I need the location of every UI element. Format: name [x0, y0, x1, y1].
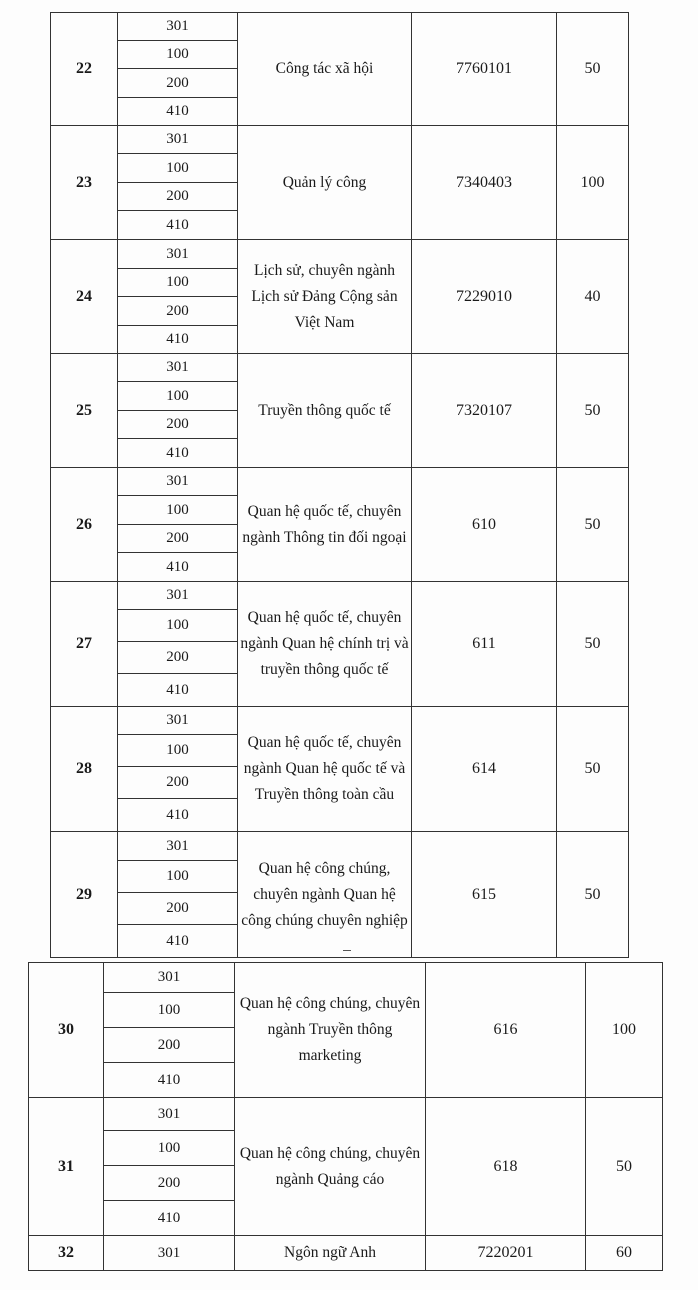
quota: 50: [557, 582, 629, 707]
combination-code: 301: [118, 240, 238, 269]
quota: 50: [557, 354, 629, 468]
combination-code: 100: [118, 41, 238, 69]
table-row: [51, 354, 629, 382]
major-code: 7340403: [412, 126, 557, 240]
row-number: 23: [51, 126, 118, 240]
combination-code: 200: [118, 411, 238, 439]
combination-code: 301: [118, 354, 238, 382]
combination-code: 200: [118, 183, 238, 211]
quota: 50: [557, 13, 629, 126]
combination-code: 301: [118, 468, 238, 496]
row-number: 25: [51, 354, 118, 468]
table-row: [51, 582, 629, 610]
combination-code: 301: [118, 832, 238, 861]
quota: 50: [586, 1098, 663, 1236]
combination-code: 100: [118, 735, 238, 767]
combination-code: 200: [104, 1166, 235, 1201]
combination-code: 200: [118, 525, 238, 553]
major-code: 614: [412, 707, 557, 832]
table-row: [29, 963, 663, 993]
combination-code: 410: [104, 1201, 235, 1236]
table-row: [51, 13, 629, 41]
combination-code: 100: [104, 1131, 235, 1166]
major-code: 618: [426, 1098, 586, 1236]
major-name: Truyền thông quốc tế: [238, 354, 412, 468]
row-number: 30: [29, 963, 104, 1098]
combination-code: 410: [118, 326, 238, 354]
major-name: Ngôn ngữ Anh: [235, 1236, 426, 1271]
admission-table-part1: [50, 12, 629, 958]
combination-code: 100: [118, 382, 238, 411]
quota: 50: [557, 707, 629, 832]
quota: 50: [557, 468, 629, 582]
combination-code: 301: [118, 13, 238, 41]
quota: 100: [557, 126, 629, 240]
quota: 40: [557, 240, 629, 354]
combination-code: 301: [104, 1098, 235, 1131]
combination-code: 301: [118, 582, 238, 610]
major-name: Quan hệ quốc tế, chuyên ngành Quan hệ chính trị và truyền thông quốc tế: [238, 582, 412, 707]
table-row: [51, 707, 629, 735]
major-name: Công tác xã hội: [238, 13, 412, 126]
row-number: 27: [51, 582, 118, 707]
combination-code: 200: [118, 767, 238, 799]
quota: 50: [557, 832, 629, 958]
major-name: Quan hệ công chúng, chuyên ngành Quan hệ công chúng chuyên nghiệp: [238, 832, 412, 958]
major-code: 7320107: [412, 354, 557, 468]
major-name: Quản lý công: [238, 126, 412, 240]
quota: 60: [586, 1236, 663, 1271]
major-code: 611: [412, 582, 557, 707]
combination-code: 200: [118, 69, 238, 98]
combination-code: 410: [118, 799, 238, 832]
combination-code: 301: [118, 707, 238, 735]
combination-code: 100: [118, 496, 238, 525]
combination-code: 410: [118, 98, 238, 126]
combination-code: 301: [104, 963, 235, 993]
combination-code: 100: [118, 610, 238, 642]
major-name: Quan hệ quốc tế, chuyên ngành Thông tin đối ngoại: [238, 468, 412, 582]
table-row: [29, 1098, 663, 1131]
combination-code: 200: [118, 893, 238, 925]
combination-code: 410: [118, 925, 238, 958]
major-name: Quan hệ công chúng, chuyên ngành Truyền thông marketing: [235, 963, 426, 1098]
combination-code: 200: [118, 297, 238, 326]
table-row: [29, 1236, 663, 1271]
major-name: Quan hệ công chúng, chuyên ngành Quảng cáo: [235, 1098, 426, 1236]
combination-code: 100: [118, 861, 238, 893]
combination-code: 410: [118, 553, 238, 582]
page-separator: [343, 950, 351, 951]
combination-code: 100: [104, 993, 235, 1028]
combination-code: 301: [104, 1236, 235, 1271]
combination-code: 410: [118, 674, 238, 707]
row-number: 28: [51, 707, 118, 832]
table-row: [51, 468, 629, 496]
row-number: 24: [51, 240, 118, 354]
table-row: [51, 126, 629, 154]
row-number: 31: [29, 1098, 104, 1236]
major-code: 7760101: [412, 13, 557, 126]
combination-code: 410: [118, 211, 238, 240]
combination-code: 410: [104, 1063, 235, 1098]
combination-code: 100: [118, 269, 238, 297]
major-name: Lịch sử, chuyên ngành Lịch sử Đảng Cộng sản Việt Nam: [238, 240, 412, 354]
row-number: 29: [51, 832, 118, 958]
major-code: 616: [426, 963, 586, 1098]
combination-code: 200: [104, 1028, 235, 1063]
row-number: 32: [29, 1236, 104, 1271]
admission-table-part2: [28, 962, 663, 1271]
combination-code: 200: [118, 642, 238, 674]
major-code: 615: [412, 832, 557, 958]
major-code: 7229010: [412, 240, 557, 354]
combination-code: 100: [118, 154, 238, 183]
major-name: Quan hệ quốc tế, chuyên ngành Quan hệ quốc tế và Truyền thông toàn cầu: [238, 707, 412, 832]
table-row: [51, 832, 629, 861]
combination-code: 410: [118, 439, 238, 468]
row-number: 22: [51, 13, 118, 126]
major-code: 610: [412, 468, 557, 582]
table-row: [51, 240, 629, 269]
row-number: 26: [51, 468, 118, 582]
major-code: 7220201: [426, 1236, 586, 1271]
combination-code: 301: [118, 126, 238, 154]
quota: 100: [586, 963, 663, 1098]
